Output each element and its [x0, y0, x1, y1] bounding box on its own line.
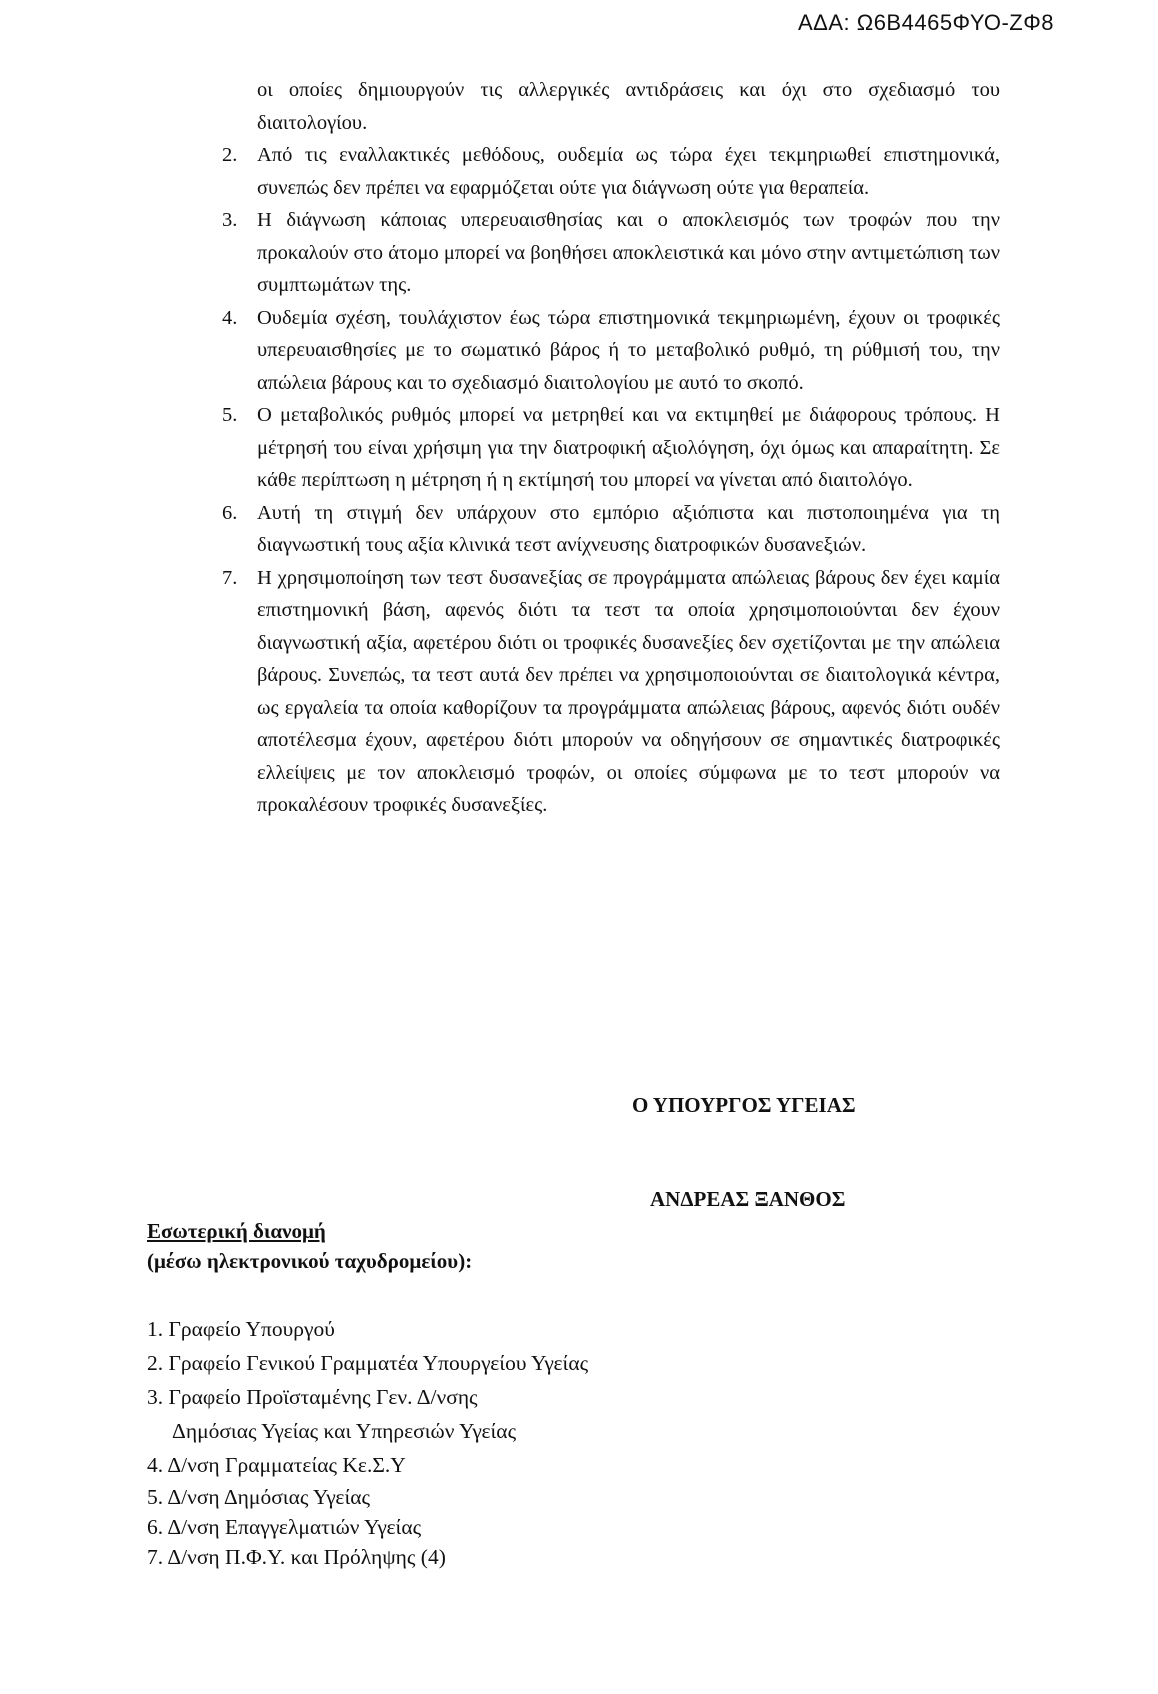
signatory-name: ΑΝΔΡΕΑΣ ΞΑΝΘΟΣ: [650, 1187, 846, 1211]
item-number: 3.: [222, 209, 238, 231]
distribution-item: 4. Δ/νση Γραμματείας Κε.Σ.Υ: [147, 1453, 406, 1477]
distribution-heading: Εσωτερική διανομή: [147, 1219, 326, 1243]
list-item: [222, 399, 1000, 497]
distribution-item: 7. Δ/νση Π.Φ.Υ. και Πρόληψης (4): [147, 1545, 446, 1569]
list-item: [222, 302, 1000, 400]
signatory-title: Ο ΥΠΟΥΡΓΟΣ ΥΓΕΙΑΣ: [632, 1093, 856, 1117]
continuation-paragraph: οι οποίες δημιουργούν τις αλλεργικές αντιδράσεις και όχι στο σχεδιασμό του διαιτολογίου.: [257, 79, 1000, 134]
item-text: Ουδεμία σχέση, τουλάχιστον έως τώρα επιστημονικά τεκμηριωμένη, έχουν οι τροφικές υπερευαισθησίες με το σωματικό βάρος ή το μεταβολικό ρυθμό, τη ρύθμισή του, την απώλεια βάρους και το σχεδιασμό διαιτολογίου με αυτό το σκοπό.: [257, 306, 1000, 394]
item-number: 5.: [222, 404, 238, 426]
internal-distribution: [147, 1216, 588, 1572]
ada-code: ΑΔΑ: Ω6Β4465ΦΥΟ-ΖΦ8: [797, 10, 1054, 35]
item-number: 2.: [222, 144, 238, 166]
distribution-item: 1. Γραφείο Υπουργού: [147, 1317, 335, 1341]
list-item: [222, 497, 1000, 562]
distribution-item: 2. Γραφείο Γενικού Γραμματέα Υπουργείου Υγείας: [147, 1351, 589, 1375]
distribution-subheading: (μέσω ηλεκτρονικού ταχυδρομείου):: [147, 1249, 473, 1273]
list-item: [222, 139, 1000, 204]
numbered-points-list: [222, 139, 1000, 822]
item-text: Από τις εναλλακτικές μεθόδους, ουδεμία ως τώρα έχει τεκμηριωθεί επιστημονικά, συνεπώς δεν πρέπει να εφαρμόζεται ούτε για διάγνωση ούτε για θεραπεία.: [257, 144, 1000, 199]
item-number: 4.: [222, 306, 238, 329]
distribution-item: 6. Δ/νση Επαγγελματιών Υγείας: [147, 1515, 422, 1539]
item-text: Η χρησιμοποίηση των τεστ δυσανεξίας σε προγράμματα απώλειας βάρους δεν έχει καμία επιστημονική βάση, αφενός διότι τα τεστ τα οποία χρησιμοποιούνται δεν έχουν διαγνωστική αξία, αφετέρου διότι οι τροφικές δυσανεξίες δεν σχετίζονται με την απώλεια βάρους. Συνεπώς, τα τεστ αυτά δεν πρέπει να χρησιμοποιούνται σε διαιτολογικά κέντρα, ως εργαλεία τα οποία καθορίζουν τα προγράμματα απώλειας βάρους, αφενός διότι ουδέν αποτέλεσμα έχουν, αφετέρου διότι μπορούν να οδηγήσουν σε σημαντικές διατροφικές ελλείψεις με τον αποκλεισμό τροφών, οι οποίες σύμφωνα με το τεστ μπορούν να προκαλέσουν τροφικές δυσανεξίες.: [257, 566, 1000, 816]
list-item: [222, 204, 1000, 302]
distribution-item: 5. Δ/νση Δημόσιας Υγείας: [147, 1485, 371, 1509]
item-text: Η διάγνωση κάποιας υπερευαισθησίας και ο αποκλεισμός των τροφών που την προκαλούν στο άτομο μπορεί να βοηθήσει αποκλειστικά και μόνο στην αντιμετώπιση των συμπτωμάτων της.: [257, 209, 1000, 296]
document-body: [222, 74, 1000, 822]
item-number: 7.: [222, 566, 238, 589]
distribution-list: [147, 1312, 588, 1572]
distribution-item: 3. Γραφείο Προϊσταμένης Γεν. Δ/νσης: [147, 1385, 478, 1409]
item-text: Ο μεταβολικός ρυθμός μπορεί να μετρηθεί και να εκτιμηθεί με διάφορους τρόπους. Η μέτρησή του είναι χρήσιμη για την διατροφική αξιολόγηση, όχι όμως και απαραίτητη. Σε κάθε περίπτωση η μέτρηση ή η εκτίμησή του μπορεί να γίνεται από διαιτολόγο.: [257, 404, 1000, 491]
item-number: 6.: [222, 501, 238, 524]
distribution-item-continuation: Δημόσιας Υγείας και Υπηρεσιών Υγείας: [172, 1419, 517, 1443]
list-item: [222, 562, 1000, 822]
item-text: Αυτή τη στιγμή δεν υπάρχουν στο εμπόριο αξιόπιστα και πιστοποιημένα για τη διαγνωστική τους αξία κλινικά τεστ ανίχνευσης διατροφικών δυσανεξιών.: [257, 501, 1000, 556]
